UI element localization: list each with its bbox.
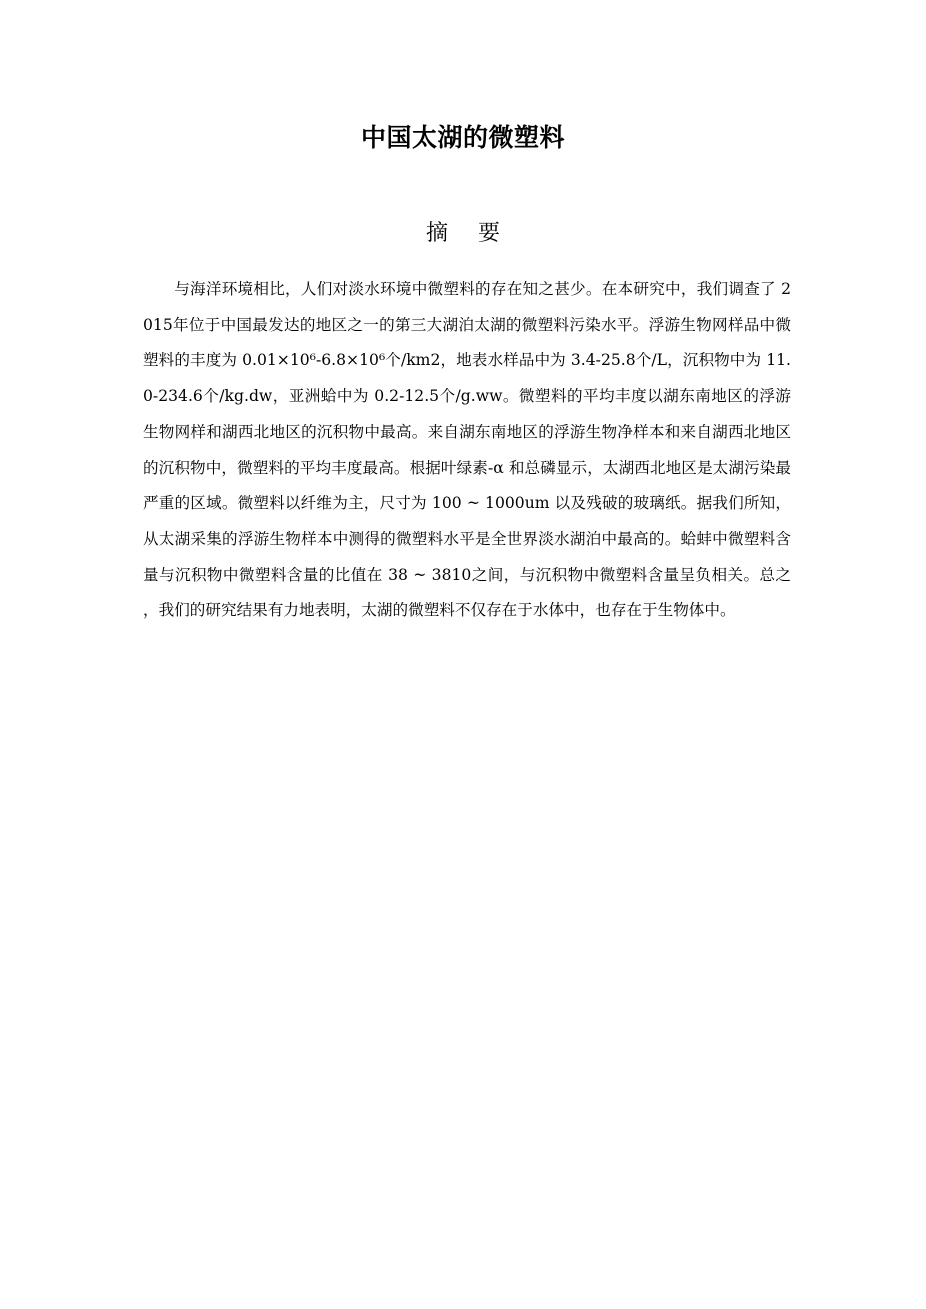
abstract-heading: [0, 214, 926, 254]
abstract-paragraph: 与海洋环境相比，人们对淡水环境中微塑料的存在知之甚少。在本研究中，我们调查了 2015年位于中国最发达的地区之一的第三大湖泊太湖的微塑料污染水平。浮游生物网样品中微塑料的丰度为 0.01×10⁶-6.8×10⁶个/km2，地表水样品中为 3.4-25.8个/L，沉积物中为 11.0-234.6个/kg.dw，亚洲蛤中为 0.2-12.5个/g.ww。微塑料的平均丰度以湖东南地区的浮游生物网样和湖西北地区的沉积物中最高。来自湖东南地区的浮游生物净样本和来自湖西北地区的沉积物中，微塑料的平均丰度最高。根据叶绿素-α 和总磷显示，太湖西北地区是太湖污染最严重的区域。微塑料以纤维为主，尺寸为 100 ~ 1000um 以及残破的玻璃纸。据我们所知，从太湖采集的浮游生物样本中测得的微塑料水平是全世界淡水湖泊中最高的。蛤蚌中微塑料含量与沉积物中微塑料含量的比值在 38 ~ 3810之间，与沉积物中微塑料含量呈负相关。总之，我们的研究结果有力地表明，太湖的微塑料不仅存在于水体中，也存在于生物体中。: [143, 280, 791, 620]
abstract-heading-char-1: 摘: [425, 221, 448, 246]
abstract-heading-char-2: 要: [478, 221, 501, 246]
document-title: 中国太湖的微塑料: [360, 123, 565, 152]
